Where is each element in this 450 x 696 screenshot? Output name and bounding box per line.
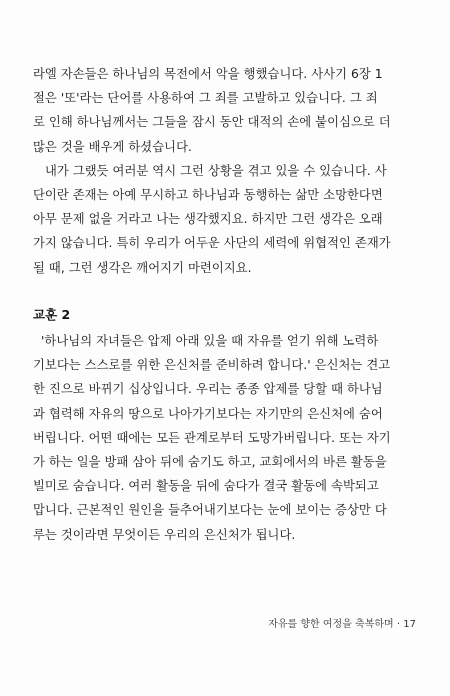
text-line: 단이란 존재는 아예 무시하고 하나님과 동행하는 삶만 소망한다면 <box>33 187 383 202</box>
text-line: 과 협력해 자유의 땅으로 나아가기보다는 자기만의 은신처에 숨어 <box>33 406 383 421</box>
body-text-top <box>33 62 415 280</box>
section-heading: 교훈 2 <box>33 307 71 322</box>
page-footer <box>268 618 416 632</box>
text-line: 루는 것이라면 무엇이든 우리의 은신처가 됩니다. <box>33 527 296 542</box>
text-line: 가지 않습니다. 특히 우리가 어두운 사단의 세력에 위협적인 존재가 <box>33 236 391 251</box>
text-line: '하나님의 자녀들은 압제 아래 있을 때 자유를 얻기 위해 노력하 <box>41 334 379 348</box>
text-line: 기보다는 스스로를 위한 은신처를 준비하려 합니다.' 은신처는 견고 <box>33 358 391 373</box>
text-line: 버립니다. 어떤 때에는 모든 관계로부터 도망가버립니다. 또는 자기 <box>33 430 391 445</box>
text-line: 절은 '또'라는 단어를 사용하여 그 죄를 고발하고 있습니다. 그 죄 <box>33 91 378 106</box>
footer-separator: · <box>396 619 401 630</box>
text-line: 로 인해 하나님께서는 그들을 잠시 동안 대적의 손에 붙이심으로 더 <box>33 115 391 130</box>
text-line: 빌미로 숨습니다. 여러 활동을 뒤에 숨다가 결국 활동에 속박되고 <box>33 479 379 494</box>
text-line: 맙니다. 근본적인 원인을 들추어내기보다는 눈에 보이는 증상만 다 <box>33 503 387 518</box>
text-line: 가 하는 일을 방패 삼아 뒤에 숨기도 하고, 교회에서의 바른 활동을 <box>33 454 387 469</box>
running-title: 자유를 향한 여정을 축복하며 <box>268 619 394 630</box>
paragraph <box>33 159 415 280</box>
text-line: 많은 것을 배우게 하셨습니다. <box>33 139 192 154</box>
text-line: 라엘 자손들은 하나님의 목전에서 악을 행했습니다. 사사기 6장 1 <box>33 67 383 81</box>
paragraph <box>33 329 415 547</box>
body-text-bottom <box>33 329 415 547</box>
text-line: 내가 그랬듯 여러분 역시 그런 상황을 겪고 있을 수 있습니다. 사 <box>45 163 387 178</box>
text-line: 아무 문제 없을 거라고 나는 생각했지요. 하지만 그런 생각은 오래 <box>33 212 383 227</box>
text-line: 한 진으로 바뀌기 십상입니다. 우리는 종종 압제를 당할 때 하나님 <box>33 382 383 397</box>
page-number: 17 <box>403 619 416 630</box>
paragraph <box>33 62 415 159</box>
text-line: 될 때, 그런 생각은 깨어지기 마련이지요. <box>33 260 252 275</box>
